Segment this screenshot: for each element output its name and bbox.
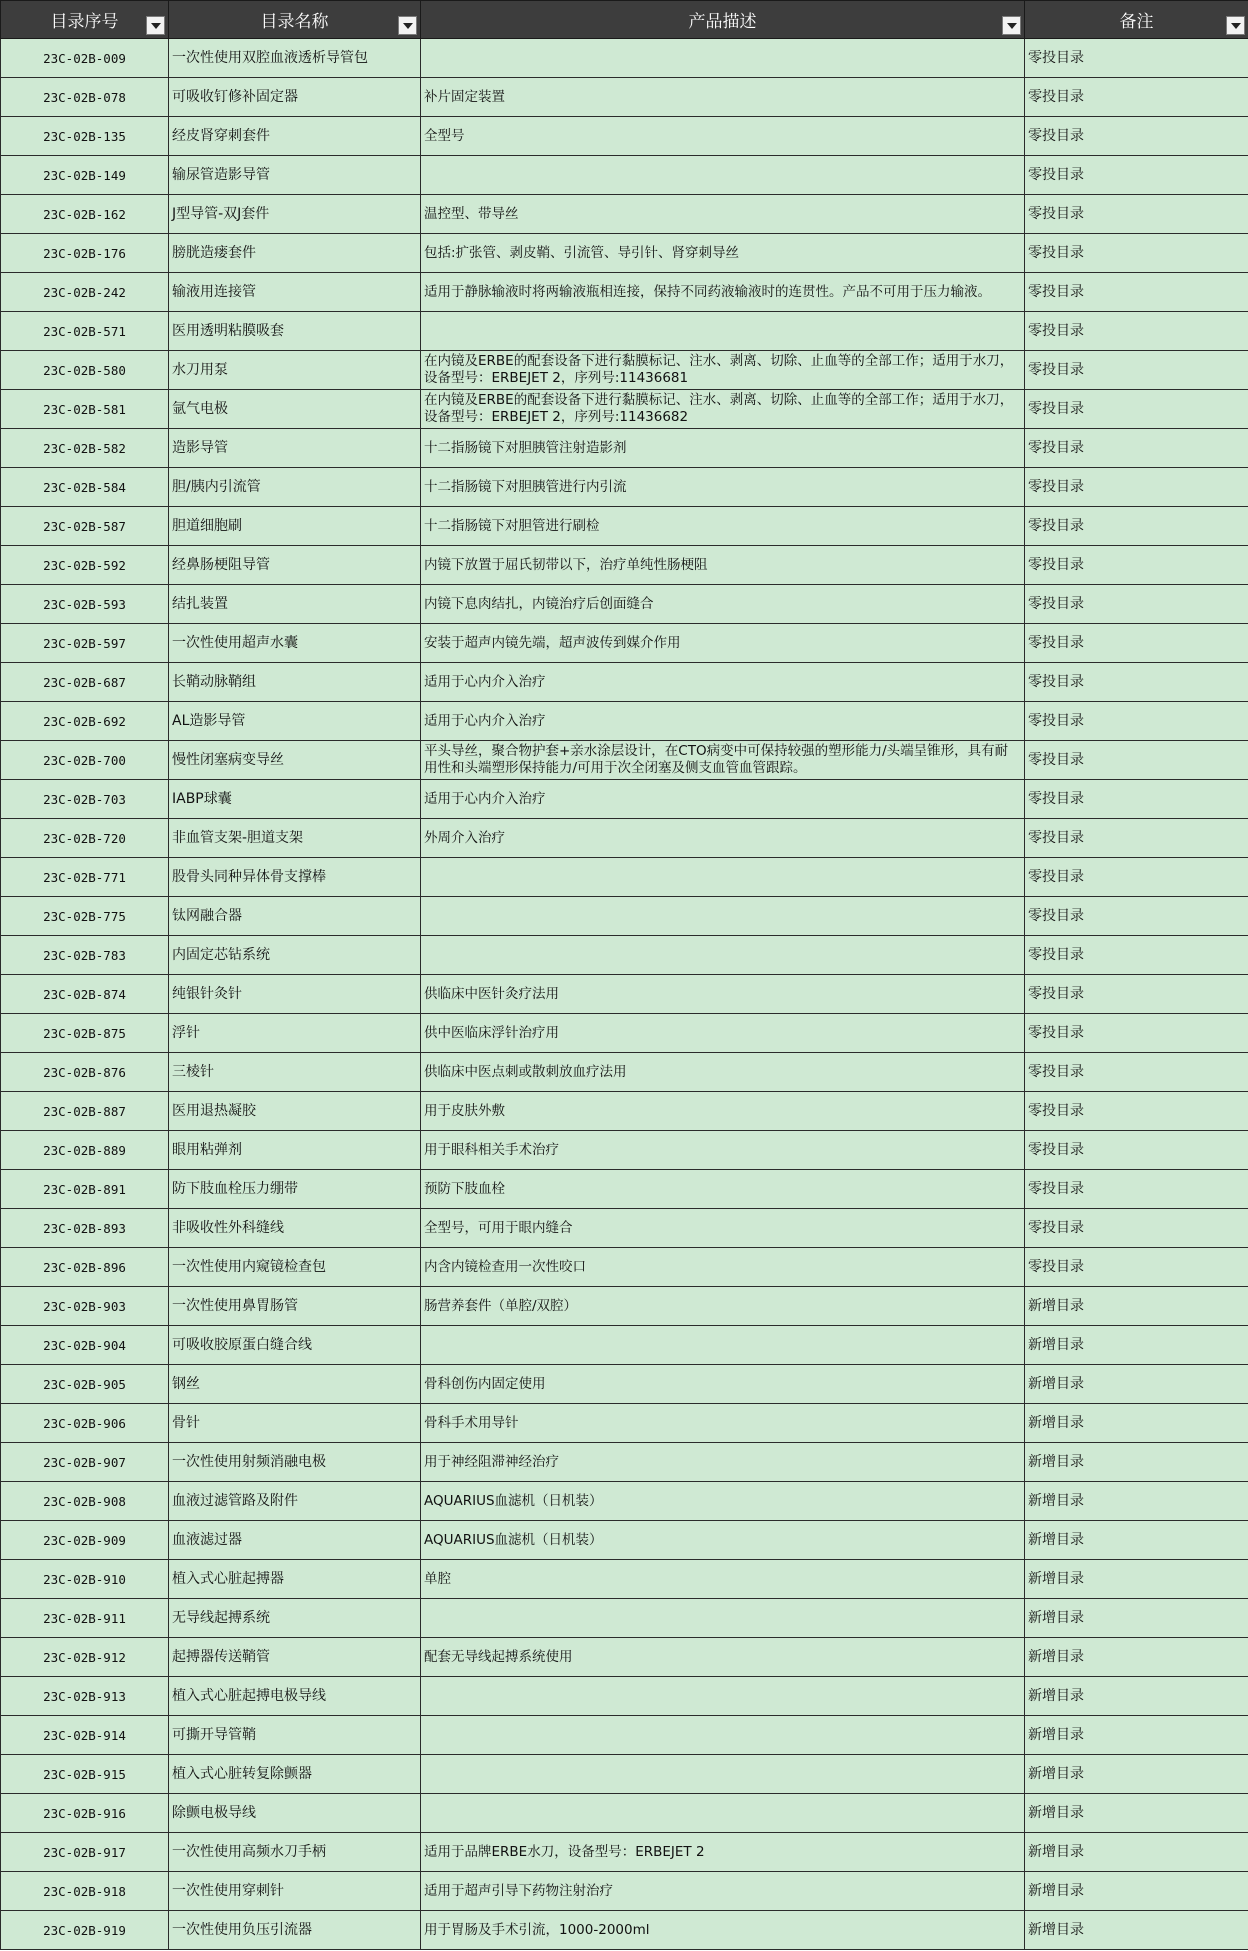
cell-name[interactable]: 眼用粘弹剂 (169, 1131, 421, 1170)
cell-name[interactable]: AL造影导管 (169, 702, 421, 741)
cell-description[interactable]: 骨科手术用导针 (421, 1404, 1025, 1443)
cell-code[interactable]: 23C-02B-771 (1, 858, 169, 897)
table-row (1, 1482, 1248, 1521)
cell-code[interactable]: 23C-02B-917 (1, 1833, 169, 1872)
cell-description[interactable]: 用于皮肤外敷 (421, 1092, 1025, 1131)
table-row (1, 195, 1248, 234)
cell-name[interactable]: 一次性使用高频水刀手柄 (169, 1833, 421, 1872)
dropdown-arrow-icon (151, 23, 161, 29)
table-row (1, 624, 1248, 663)
cell-name[interactable]: 股骨头同种异体骨支撑棒 (169, 858, 421, 897)
cell-note[interactable]: 零投目录 (1025, 351, 1248, 390)
cell-note[interactable]: 新增目录 (1025, 1326, 1248, 1365)
cell-code[interactable]: 23C-02B-135 (1, 117, 169, 156)
cell-code[interactable]: 23C-02B-907 (1, 1443, 169, 1482)
cell-code[interactable]: 23C-02B-581 (1, 390, 169, 429)
column-header-label: 目录名称 (260, 12, 329, 32)
cell-name[interactable]: 一次性使用穿刺针 (169, 1872, 421, 1911)
table-row (1, 663, 1248, 702)
cell-name[interactable]: 氩气电极 (169, 390, 421, 429)
cell-name[interactable]: 骨针 (169, 1404, 421, 1443)
cell-note[interactable]: 零投目录 (1025, 195, 1248, 234)
cell-note[interactable]: 零投目录 (1025, 624, 1248, 663)
cell-description[interactable] (421, 1755, 1025, 1794)
cell-note[interactable]: 零投目录 (1025, 936, 1248, 975)
cell-description[interactable]: 全型号 (421, 117, 1025, 156)
cell-description[interactable] (421, 1326, 1025, 1365)
table-row (1, 1131, 1248, 1170)
table-row (1, 1443, 1248, 1482)
cell-description[interactable] (421, 1599, 1025, 1638)
table-row (1, 1287, 1248, 1326)
cell-description[interactable] (421, 1794, 1025, 1833)
cell-name[interactable]: 钢丝 (169, 1365, 421, 1404)
table-row (1, 1521, 1248, 1560)
cell-code[interactable]: 23C-02B-592 (1, 546, 169, 585)
cell-note[interactable]: 零投目录 (1025, 1014, 1248, 1053)
cell-note[interactable]: 零投目录 (1025, 1248, 1248, 1287)
cell-code[interactable]: 23C-02B-887 (1, 1092, 169, 1131)
cell-code[interactable]: 23C-02B-597 (1, 624, 169, 663)
table-row (1, 468, 1248, 507)
table-row (1, 858, 1248, 897)
cell-note[interactable]: 零投目录 (1025, 273, 1248, 312)
cell-name[interactable]: 水刀用泵 (169, 351, 421, 390)
table-row (1, 351, 1248, 390)
cell-name[interactable]: 内固定芯钻系统 (169, 936, 421, 975)
table-row (1, 1599, 1248, 1638)
cell-code[interactable]: 23C-02B-911 (1, 1599, 169, 1638)
cell-note[interactable]: 新增目录 (1025, 1911, 1248, 1950)
cell-name[interactable]: 三棱针 (169, 1053, 421, 1092)
cell-name[interactable]: 除颤电极导线 (169, 1794, 421, 1833)
cell-description[interactable]: 全型号，可用于眼内缝合 (421, 1209, 1025, 1248)
table-row (1, 1092, 1248, 1131)
cell-code[interactable]: 23C-02B-903 (1, 1287, 169, 1326)
cell-description[interactable]: 温控型、带导丝 (421, 195, 1025, 234)
cell-description[interactable]: 用于眼科相关手术治疗 (421, 1131, 1025, 1170)
cell-note[interactable]: 零投目录 (1025, 39, 1248, 78)
cell-note[interactable]: 零投目录 (1025, 1053, 1248, 1092)
cell-code[interactable]: 23C-02B-876 (1, 1053, 169, 1092)
cell-name[interactable]: 防下肢血栓压力绷带 (169, 1170, 421, 1209)
cell-name[interactable]: 一次性使用负压引流器 (169, 1911, 421, 1950)
cell-description[interactable]: 外周介入治疗 (421, 819, 1025, 858)
dropdown-arrow-icon (1007, 23, 1017, 29)
cell-description[interactable]: 内镜下放置于屈氏韧带以下，治疗单纯性肠梗阻 (421, 546, 1025, 585)
cell-description[interactable]: 适用于静脉输液时将两输液瓶相连接，保持不同药液输液时的连贯性。产品不可用于压力输液。 (421, 273, 1025, 312)
column-header-note[interactable] (1025, 1, 1248, 39)
cell-code[interactable]: 23C-02B-896 (1, 1248, 169, 1287)
cell-description[interactable]: 十二指肠镜下对胆管进行刷检 (421, 507, 1025, 546)
cell-code[interactable]: 23C-02B-914 (1, 1716, 169, 1755)
table-row (1, 1326, 1248, 1365)
cell-name[interactable]: 无导线起搏系统 (169, 1599, 421, 1638)
cell-note[interactable]: 零投目录 (1025, 468, 1248, 507)
cell-code[interactable]: 23C-02B-078 (1, 78, 169, 117)
dropdown-arrow-icon (403, 23, 413, 29)
table-row (1, 1833, 1248, 1872)
cell-name[interactable]: 结扎装置 (169, 585, 421, 624)
cell-name[interactable]: 一次性使用双腔血液透析导管包 (169, 39, 421, 78)
cell-note[interactable]: 新增目录 (1025, 1365, 1248, 1404)
table-row (1, 1404, 1248, 1443)
table-row (1, 234, 1248, 273)
cell-name[interactable]: 胆/胰内引流管 (169, 468, 421, 507)
cell-description[interactable]: 适用于心内介入治疗 (421, 702, 1025, 741)
cell-code[interactable]: 23C-02B-916 (1, 1794, 169, 1833)
cell-note[interactable]: 新增目录 (1025, 1599, 1248, 1638)
cell-name[interactable]: IABP球囊 (169, 780, 421, 819)
cell-description[interactable] (421, 897, 1025, 936)
cell-description[interactable]: 平头导丝，聚合物护套+亲水涂层设计，在CTO病变中可保持较强的塑形能力/头端呈锥形，具有耐用性和头端塑形保持能力/可用于次全闭塞及侧支血管血管跟踪。 (421, 741, 1025, 780)
cell-code[interactable]: 23C-02B-919 (1, 1911, 169, 1950)
cell-code[interactable]: 23C-02B-580 (1, 351, 169, 390)
cell-code[interactable]: 23C-02B-162 (1, 195, 169, 234)
cell-description[interactable]: 供临床中医针灸疗法用 (421, 975, 1025, 1014)
cell-note[interactable]: 新增目录 (1025, 1638, 1248, 1677)
cell-name[interactable]: 纯银针灸针 (169, 975, 421, 1014)
cell-note[interactable]: 新增目录 (1025, 1794, 1248, 1833)
cell-description[interactable]: 内含内镜检查用一次性咬口 (421, 1248, 1025, 1287)
cell-code[interactable]: 23C-02B-889 (1, 1131, 169, 1170)
cell-name[interactable]: 造影导管 (169, 429, 421, 468)
table-row (1, 1365, 1248, 1404)
cell-description[interactable]: 骨科创伤内固定使用 (421, 1365, 1025, 1404)
cell-note[interactable]: 零投目录 (1025, 507, 1248, 546)
cell-note[interactable]: 新增目录 (1025, 1755, 1248, 1794)
cell-name[interactable]: J型导管-双J套件 (169, 195, 421, 234)
cell-note[interactable]: 零投目录 (1025, 78, 1248, 117)
cell-note[interactable]: 零投目录 (1025, 585, 1248, 624)
table-row (1, 390, 1248, 429)
table-row (1, 975, 1248, 1014)
table-row (1, 780, 1248, 819)
table-row (1, 1911, 1248, 1950)
cell-description[interactable] (421, 39, 1025, 78)
table-row (1, 1053, 1248, 1092)
table-row (1, 312, 1248, 351)
cell-description[interactable] (421, 156, 1025, 195)
table-row (1, 117, 1248, 156)
cell-code[interactable]: 23C-02B-242 (1, 273, 169, 312)
cell-name[interactable]: 长鞘动脉鞘组 (169, 663, 421, 702)
cell-name[interactable]: 浮针 (169, 1014, 421, 1053)
cell-description[interactable]: 预防下肢血栓 (421, 1170, 1025, 1209)
cell-description[interactable]: 适用于品牌ERBE水刀，设备型号：ERBEJET 2 (421, 1833, 1025, 1872)
cell-note[interactable]: 零投目录 (1025, 1131, 1248, 1170)
cell-code[interactable]: 23C-02B-913 (1, 1677, 169, 1716)
cell-note[interactable]: 零投目录 (1025, 1092, 1248, 1131)
cell-name[interactable]: 一次性使用鼻胃肠管 (169, 1287, 421, 1326)
cell-code[interactable]: 23C-02B-692 (1, 702, 169, 741)
column-header-name[interactable] (169, 1, 421, 39)
cell-description[interactable]: 包括:扩张管、剥皮鞘、引流管、导引针、肾穿刺导丝 (421, 234, 1025, 273)
cell-note[interactable]: 零投目录 (1025, 312, 1248, 351)
cell-note[interactable]: 新增目录 (1025, 1404, 1248, 1443)
cell-note[interactable]: 新增目录 (1025, 1443, 1248, 1482)
cell-code[interactable]: 23C-02B-703 (1, 780, 169, 819)
cell-code[interactable]: 23C-02B-009 (1, 39, 169, 78)
cell-note[interactable]: 新增目录 (1025, 1677, 1248, 1716)
cell-note[interactable]: 零投目录 (1025, 1209, 1248, 1248)
cell-name[interactable]: 膀胱造瘘套件 (169, 234, 421, 273)
cell-note[interactable]: 零投目录 (1025, 741, 1248, 780)
cell-description[interactable]: AQUARIUS血滤机（日机装） (421, 1482, 1025, 1521)
cell-name[interactable]: 经鼻肠梗阻导管 (169, 546, 421, 585)
cell-note[interactable]: 零投目录 (1025, 390, 1248, 429)
cell-description[interactable]: AQUARIUS血滤机（日机装） (421, 1521, 1025, 1560)
filter-dropdown-button[interactable] (398, 16, 417, 35)
cell-description[interactable]: 供临床中医点刺或散刺放血疗法用 (421, 1053, 1025, 1092)
column-header-label: 备注 (1119, 12, 1154, 32)
table-row (1, 1677, 1248, 1716)
cell-description[interactable]: 供中医临床浮针治疗用 (421, 1014, 1025, 1053)
cell-code[interactable]: 23C-02B-783 (1, 936, 169, 975)
cell-code[interactable]: 23C-02B-904 (1, 1326, 169, 1365)
cell-code[interactable]: 23C-02B-893 (1, 1209, 169, 1248)
cell-code[interactable]: 23C-02B-908 (1, 1482, 169, 1521)
cell-name[interactable]: 一次性使用内窥镜检查包 (169, 1248, 421, 1287)
table-row (1, 1560, 1248, 1599)
cell-code[interactable]: 23C-02B-587 (1, 507, 169, 546)
cell-description[interactable]: 适用于心内介入治疗 (421, 780, 1025, 819)
cell-name[interactable]: 可撕开导管鞘 (169, 1716, 421, 1755)
cell-description[interactable]: 用于胃肠及手术引流，1000-2000ml (421, 1911, 1025, 1950)
cell-description[interactable]: 十二指肠镜下对胆胰管注射造影剂 (421, 429, 1025, 468)
cell-code[interactable]: 23C-02B-593 (1, 585, 169, 624)
cell-name[interactable]: 植入式心脏转复除颤器 (169, 1755, 421, 1794)
column-header-description[interactable] (421, 1, 1025, 39)
cell-code[interactable]: 23C-02B-582 (1, 429, 169, 468)
cell-name[interactable]: 可吸收胶原蛋白缝合线 (169, 1326, 421, 1365)
cell-description[interactable]: 十二指肠镜下对胆胰管进行内引流 (421, 468, 1025, 507)
table-row (1, 78, 1248, 117)
cell-note[interactable]: 零投目录 (1025, 975, 1248, 1014)
cell-description[interactable] (421, 312, 1025, 351)
table-row (1, 1209, 1248, 1248)
cell-name[interactable]: 非吸收性外科缝线 (169, 1209, 421, 1248)
column-header-code[interactable] (1, 1, 169, 39)
cell-code[interactable]: 23C-02B-875 (1, 1014, 169, 1053)
cell-code[interactable]: 23C-02B-775 (1, 897, 169, 936)
cell-code[interactable]: 23C-02B-176 (1, 234, 169, 273)
table-row (1, 156, 1248, 195)
table-row (1, 585, 1248, 624)
table-row (1, 1872, 1248, 1911)
table-row (1, 1638, 1248, 1677)
cell-description[interactable]: 在内镜及ERBE的配套设备下进行黏膜标记、注水、剥离、切除、止血等的全部工作；适用于水刀，设备型号：ERBEJET 2，序列号:11436681 (421, 351, 1025, 390)
cell-code[interactable]: 23C-02B-909 (1, 1521, 169, 1560)
cell-code[interactable]: 23C-02B-918 (1, 1872, 169, 1911)
cell-note[interactable]: 零投目录 (1025, 1170, 1248, 1209)
cell-name[interactable]: 输尿管造影导管 (169, 156, 421, 195)
cell-code[interactable]: 23C-02B-912 (1, 1638, 169, 1677)
cell-description[interactable]: 适用于超声引导下药物注射治疗 (421, 1872, 1025, 1911)
cell-description[interactable]: 单腔 (421, 1560, 1025, 1599)
cell-name[interactable]: 非血管支架-胆道支架 (169, 819, 421, 858)
cell-note[interactable]: 零投目录 (1025, 546, 1248, 585)
cell-code[interactable]: 23C-02B-905 (1, 1365, 169, 1404)
cell-description[interactable] (421, 936, 1025, 975)
table-row (1, 897, 1248, 936)
table-row (1, 1014, 1248, 1053)
cell-note[interactable]: 零投目录 (1025, 663, 1248, 702)
cell-code[interactable]: 23C-02B-915 (1, 1755, 169, 1794)
header-row (1, 1, 1248, 39)
cell-code[interactable]: 23C-02B-571 (1, 312, 169, 351)
cell-note[interactable]: 新增目录 (1025, 1872, 1248, 1911)
table-row (1, 273, 1248, 312)
cell-description[interactable]: 在内镜及ERBE的配套设备下进行黏膜标记、注水、剥离、切除、止血等的全部工作；适用于水刀，设备型号：ERBEJET 2，序列号:11436682 (421, 390, 1025, 429)
cell-code[interactable]: 23C-02B-584 (1, 468, 169, 507)
column-header-label: 产品描述 (688, 12, 757, 32)
cell-note[interactable]: 新增目录 (1025, 1287, 1248, 1326)
cell-description[interactable]: 补片固定装置 (421, 78, 1025, 117)
cell-note[interactable]: 新增目录 (1025, 1521, 1248, 1560)
table-row (1, 1170, 1248, 1209)
table-row (1, 1755, 1248, 1794)
table-row (1, 1248, 1248, 1287)
cell-description[interactable]: 配套无导线起搏系统使用 (421, 1638, 1025, 1677)
cell-description[interactable] (421, 1716, 1025, 1755)
cell-note[interactable]: 新增目录 (1025, 1716, 1248, 1755)
cell-name[interactable]: 慢性闭塞病变导丝 (169, 741, 421, 780)
cell-name[interactable]: 血液滤过器 (169, 1521, 421, 1560)
cell-note[interactable]: 零投目录 (1025, 156, 1248, 195)
cell-name[interactable]: 一次性使用超声水囊 (169, 624, 421, 663)
cell-code[interactable]: 23C-02B-891 (1, 1170, 169, 1209)
cell-note[interactable]: 零投目录 (1025, 234, 1248, 273)
column-header-label: 目录序号 (50, 12, 119, 32)
cell-name[interactable]: 植入式心脏起搏电极导线 (169, 1677, 421, 1716)
cell-name[interactable]: 经皮肾穿刺套件 (169, 117, 421, 156)
cell-name[interactable]: 起搏器传送鞘管 (169, 1638, 421, 1677)
cell-note[interactable]: 新增目录 (1025, 1560, 1248, 1599)
cell-note[interactable]: 新增目录 (1025, 1833, 1248, 1872)
cell-name[interactable]: 钛网融合器 (169, 897, 421, 936)
filter-dropdown-button[interactable] (1226, 16, 1245, 35)
table-row (1, 39, 1248, 78)
cell-note[interactable]: 零投目录 (1025, 429, 1248, 468)
cell-code[interactable]: 23C-02B-720 (1, 819, 169, 858)
cell-description[interactable]: 适用于心内介入治疗 (421, 663, 1025, 702)
table-row (1, 741, 1248, 780)
cell-name[interactable]: 一次性使用射频消融电极 (169, 1443, 421, 1482)
cell-code[interactable]: 23C-02B-687 (1, 663, 169, 702)
cell-note[interactable]: 零投目录 (1025, 780, 1248, 819)
cell-note[interactable]: 零投目录 (1025, 819, 1248, 858)
cell-note[interactable]: 零投目录 (1025, 702, 1248, 741)
cell-name[interactable]: 医用透明粘膜吸套 (169, 312, 421, 351)
cell-name[interactable]: 可吸收钉修补固定器 (169, 78, 421, 117)
table-row (1, 507, 1248, 546)
cell-description[interactable]: 内镜下息肉结扎，内镜治疗后创面缝合 (421, 585, 1025, 624)
table-row (1, 819, 1248, 858)
cell-name[interactable]: 血液过滤管路及附件 (169, 1482, 421, 1521)
cell-description[interactable] (421, 1677, 1025, 1716)
cell-name[interactable]: 胆道细胞刷 (169, 507, 421, 546)
cell-name[interactable]: 医用退热凝胶 (169, 1092, 421, 1131)
cell-code[interactable]: 23C-02B-906 (1, 1404, 169, 1443)
cell-name[interactable]: 植入式心脏起搏器 (169, 1560, 421, 1599)
cell-code[interactable]: 23C-02B-700 (1, 741, 169, 780)
table-body (1, 39, 1248, 1950)
filter-dropdown-button[interactable] (1002, 16, 1021, 35)
table-row (1, 1794, 1248, 1833)
cell-note[interactable]: 零投目录 (1025, 117, 1248, 156)
table-row (1, 936, 1248, 975)
table-row (1, 546, 1248, 585)
table-row (1, 702, 1248, 741)
cell-description[interactable]: 用于神经阻滞神经治疗 (421, 1443, 1025, 1482)
cell-code[interactable]: 23C-02B-910 (1, 1560, 169, 1599)
table-row (1, 429, 1248, 468)
table-row (1, 1716, 1248, 1755)
cell-note[interactable]: 新增目录 (1025, 1482, 1248, 1521)
cell-note[interactable]: 零投目录 (1025, 897, 1248, 936)
cell-note[interactable]: 零投目录 (1025, 858, 1248, 897)
cell-code[interactable]: 23C-02B-874 (1, 975, 169, 1014)
dropdown-arrow-icon (1231, 23, 1241, 29)
filter-dropdown-button[interactable] (146, 16, 165, 35)
cell-description[interactable]: 安装于超声内镜先端，超声波传到媒介作用 (421, 624, 1025, 663)
cell-description[interactable]: 肠营养套件（单腔/双腔） (421, 1287, 1025, 1326)
cell-description[interactable] (421, 858, 1025, 897)
cell-code[interactable]: 23C-02B-149 (1, 156, 169, 195)
cell-name[interactable]: 输液用连接管 (169, 273, 421, 312)
